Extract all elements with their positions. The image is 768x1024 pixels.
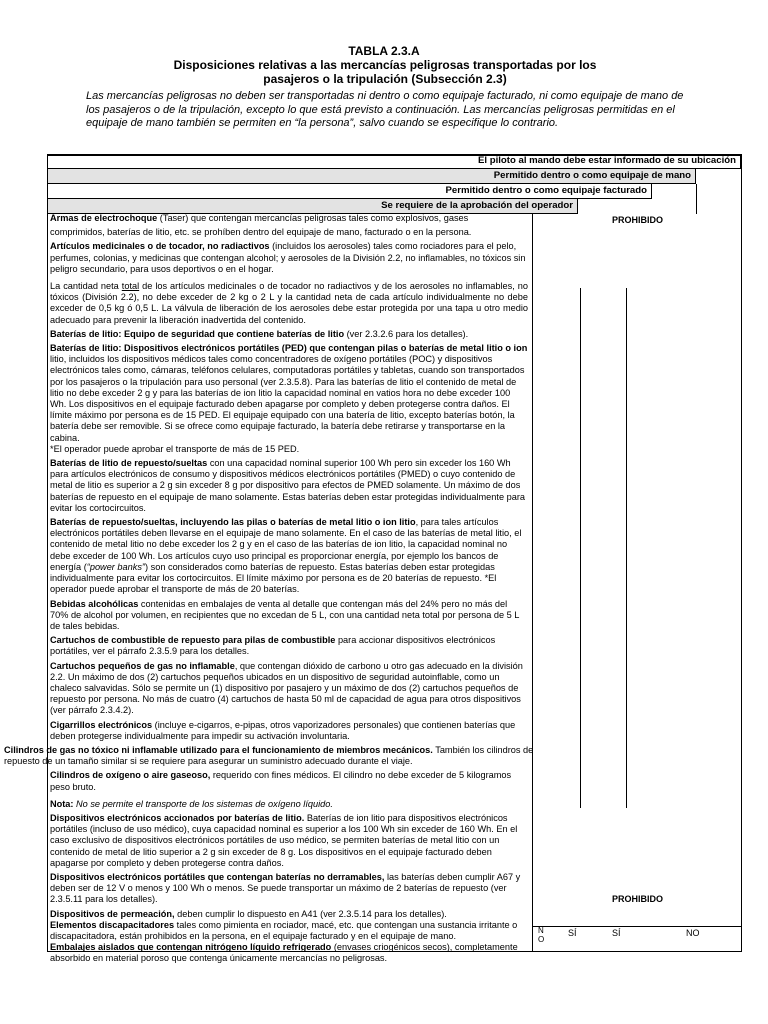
item-text: las baterías deben cumplir A67 y deben ser de 12 V o menos y 100 Wh o menos. Se puede transportar un máximo de 2 baterías de repuesto (ver xyxy=(50,871,521,894)
item-text: para accionar dispositivos electrónicos portátiles, ver el párrafo 2.3.5.9 para los detalles. xyxy=(50,635,496,657)
item-electrochoque xyxy=(50,213,528,224)
column-divider-4 xyxy=(696,184,697,214)
item-head: Cilindros de gas no tóxico ni inflamable utilizado para el funcionamiento de miembros mecánicos. xyxy=(4,744,433,755)
item-cantidad xyxy=(50,281,528,326)
row-divider xyxy=(532,926,741,927)
prohibido-mark-top: PROHIBIDO xyxy=(612,215,664,225)
item-head: Elementos discapacitadores xyxy=(50,919,175,930)
item-text: , para tales artículos electrónicos portátiles deben llevarse en el equipaje de mano solamente. En el caso de las baterías de metal litio, el contenido de metal litio no debe exceder los 2 g y en el caso de las baterías de ion litio, la capacidad nominal no debe exceder de 100 Wh. Los artículos cuyo uso principal es proporcionar energía, por ejemplo los bancos de energía ( xyxy=(50,517,522,572)
item-embalajes xyxy=(50,942,528,964)
column-divider-1 xyxy=(532,214,533,951)
operador-cell-o: O xyxy=(538,935,545,944)
item-disp-litio xyxy=(50,813,528,869)
table-title: TABLA 2.3.A xyxy=(348,44,420,58)
item-repuesto xyxy=(50,458,528,514)
item-head: Cilindros de oxígeno o aire gaseoso, xyxy=(50,770,211,781)
item-text: (Taser) que contengan mercancías peligrosas tales como explosivos, gases xyxy=(157,213,469,223)
item-text: ) son considerados como baterías de repuesto. Estas baterías deben estar protegidas individualmente para evitar los cortocircuitos. El límite máximo por persona es de 20 baterías de repuesto. *El operador puede aprobar el transporte de más de 20 baterías. xyxy=(50,561,497,595)
column-header-mano: Permitido dentro o como equipaje de mano xyxy=(48,169,696,184)
item-head: Embalajes aislados que contengan nitrógeno líquido refrigerado xyxy=(50,942,332,953)
item-head: Armas de electrochoque xyxy=(50,213,158,223)
item-text: La cantidad neta xyxy=(50,281,122,292)
item-oxigeno xyxy=(50,770,528,792)
item-text: También los cilindros de repuesto de un tamaño similar si se requiere para asegurar un suministro adecuado durante el viaje. xyxy=(4,744,534,767)
item-head: Baterías de repuesto/sueltas, incluyendo las pilas o baterías de metal litio o ion litio xyxy=(50,517,416,528)
item-medicinales xyxy=(50,241,528,275)
item-ped-note xyxy=(50,444,528,455)
facturado-cell: SÍ xyxy=(568,928,577,938)
item-permeacion xyxy=(50,909,528,920)
item-head: Nota: xyxy=(50,798,74,809)
item-nota xyxy=(50,799,528,810)
item-cigarrillos xyxy=(50,720,528,742)
item-text: comprimidos, baterías de litio, etc. se prohíben dentro del equipaje de mano, facturado o en la persona. xyxy=(50,227,472,238)
operador-cell-n: N xyxy=(538,926,544,935)
item-electrochoque-cont xyxy=(50,227,528,238)
column-header-facturado: Permitido dentro o como equipaje facturado xyxy=(48,184,652,199)
subtitle-line-1: Disposiciones relativas a las mercancías peligrosas transportadas por los xyxy=(173,58,597,72)
item-text: contenidas en embalajes de venta al detalle que contengan más del 24% pero no más del 70% de alcohol por volumen, en recipientes que no excedan de 5 L, con una cantidad neta total por persona de 5 L de tales bebidas. xyxy=(50,598,520,631)
item-head: Baterías de litio de repuesto/sueltas xyxy=(50,458,208,469)
item-text: litio, incluidos los dispositivos médicos tales como concentradores de oxígeno portátiles (POC) y dispositivos electrónicos tales como, cámaras, teléfonos celulares, computadoras portátiles y tabletas, cuando son transportados por los pasajeros o la tripulación para uso personal (ver 2.3.5.8). Para las baterías de litio el contenido de metal de litio no debe exceder 2 g y para las baterías de ion litio la capacidad nominal en vatios hora no debe exceder 100 Wh. Los dispositivos en el equipaje facturado deben apagarse por completo y deben protegerse contra daños. El límite máximo por persona es de 15 PED. El equipaje equipado con una batería de litio, excepto baterías botón, la batería debe ser removible. Si se ofrece como equipaje facturado, la batería debe retirarse y transportarse en la cabina. xyxy=(50,354,525,443)
item-no-derramables xyxy=(50,872,528,894)
item-text: (envases criogénicos secos), completamente absorbido en material poroso que contenga únicamente mercancías no peligrosas. xyxy=(50,942,518,964)
item-head: Dispositivos electrónicos accionados por baterías de litio. xyxy=(50,812,305,823)
item-head: Cigarrillos electrónicos xyxy=(50,719,153,730)
item-discapacitadores-cont xyxy=(50,931,528,942)
item-text: (incluye e-cigarros, e-pipas, otros vaporizadores personales) que contienen baterías que deben protegerse individualmente para impedir su activación involuntaria. xyxy=(50,719,516,741)
item-text: tales como pimienta en rociador, macé, etc. que contengan una sustancia irritante o xyxy=(174,919,518,930)
item-text: (ver 2.3.2.6 para los detalles). xyxy=(344,328,469,339)
item-text: (incluidos los aerosoles) tales como rociadores para el pelo, perfumes, colonias, y medicinas que contengan alcohol; y aerosoles de la División 2.2, no inflamables, no tóxicos sin peligro secundario, para usos deportivos o en el hogar. xyxy=(50,241,526,274)
item-ped xyxy=(50,343,528,444)
item-no-derramables-cont xyxy=(50,894,528,905)
item-text: 2.3.5.11 para los detalles). xyxy=(50,894,158,905)
item-italic: No se permite el transporte de los sistemas de oxígeno líquido. xyxy=(73,798,333,809)
prohibido-mark-bottom: PROHIBIDO xyxy=(612,894,664,904)
piloto-cell: NO xyxy=(686,928,700,938)
item-text: discapacitadora, están prohibidos en la persona, en el equipaje facturado y en el equipaje de mano. xyxy=(50,930,457,941)
items-column xyxy=(4,213,534,968)
intro-paragraph: Las mercancías peligrosas no deben ser transportadas ni dentro o como equipaje facturado, ni como equipaje de mano de los pasajeros o de la tripulación, excepto lo que está previsto a continuación. Las mercancías peligrosas permitidas en el equipaje de mano también se permiten en “la persona”, salvo cuando se especifique lo contrario. xyxy=(86,90,684,129)
item-head: Baterías de litio: Equipo de seguridad que contiene baterías de litio xyxy=(50,328,345,339)
item-cilindros xyxy=(4,745,569,767)
item-gas xyxy=(50,661,528,717)
item-text: requerido con fines médicos. El cilindro no debe exceder de 5 kilogramos peso bruto. xyxy=(50,770,512,792)
item-head: Dispositivos de permeación, xyxy=(50,908,175,919)
table-subtitle xyxy=(140,58,630,86)
item-underline: total xyxy=(121,281,140,292)
item-litio-seguridad xyxy=(50,329,528,340)
item-italic: “power banks” xyxy=(86,561,145,572)
column-divider-2 xyxy=(580,288,581,808)
subtitle-line-2: pasajeros o la tripulación (Subsección 2.3) xyxy=(263,72,507,86)
item-head: Baterías de litio: Dispositivos electrónicos portátiles (PED) que contengan pilas o baterías de metal litio o ion xyxy=(50,343,528,354)
item-head: Cartuchos pequeños de gas no inflamable xyxy=(50,660,235,671)
item-powerbank xyxy=(50,517,528,595)
item-text: Baterías de ion litio para dispositivos electrónicos portátiles (incluso de uso médico), cuya capacidad nominal es superior a los 100 Wh sin exceder de 160 Wh. En el caso exclusivo de dispositivos electrónicos portátiles de uso médico, se permiten baterías de metal litio con un contenido de metal de litio superior a 2 g sin exceder de 8 g. Los dispositivos en el equipaje facturado deben apagarse por completo y deben protegerse contra daños. xyxy=(50,812,518,868)
operador-cell xyxy=(538,926,544,944)
item-head: Cartuchos de combustible de repuesto para pilas de combustible xyxy=(50,635,336,646)
column-divider-3 xyxy=(626,288,627,808)
item-discapacitadores xyxy=(50,920,528,931)
mano-cell: SÍ xyxy=(612,928,621,938)
column-header-operador: Se requiere de la aprobación del operador xyxy=(48,199,578,214)
item-head: Artículos medicinales o de tocador, no radiactivos xyxy=(50,241,270,252)
item-text: , que contengan dióxido de carbono u otro gas adecuado en la división 2.2. Un máximo de dos (2) cartuchos pequeños ubicados en un dispositivo de seguridad autoinflable, como un chaleco salvavidas. Sólo se permite un (1) dispositivo por pasajero y un máximo de dos (2) cartuchos pequeños de repuesto por persona. No más de cuatro (4) cartuchos de hasta 50 ml de capacidad de agua para otros dispositivos (ver párrafo 2.3.4.2). xyxy=(50,660,523,716)
item-text: *El operador puede aprobar el transporte de más de 15 PED. xyxy=(50,443,300,454)
item-text: deben cumplir lo dispuesto en A41 (ver 2.3.5.14 para los detalles). xyxy=(174,908,447,919)
item-head: Bebidas alcohólicas xyxy=(50,598,139,609)
item-text: con una capacidad nominal superior 100 Wh pero sin exceder los 160 Wh para artículos electrónicos de consumo y dispositivos médicos electrónicos portátiles (PMED) o cuyo contenido de metal de litio es superior a 2 g sin exceder 8 g por dispositivo para efectos de PMED solamente. Un máximo de dos baterías de repuesto en el equipaje de mano solamente. Estas baterías deben estar protegidas individualmente para evitar los cortocircuitos. xyxy=(50,458,525,513)
item-bebidas xyxy=(50,599,528,633)
column-header-piloto: El piloto al mando debe estar informado de su ubicación xyxy=(48,154,741,169)
item-head: Dispositivos electrónicos portátiles que contengan baterías no derramables, xyxy=(50,871,385,882)
item-cartuchos xyxy=(50,635,528,657)
item-text: de los artículos medicinales o de tocador no radiactivos y de los aerosoles no inflamables, no tóxicos (División 2.2), no debe exceder de 2 kg o 2 L y la cantidad neta de cada artículo individualmente no debe exceder de 0,5 kg ó 0,5 L. La válvula de liberación de los aerosoles debe estar protegida por una tapa u otro medio adecuado para prevenir la liberación inadvertida del contenido. xyxy=(50,281,528,325)
